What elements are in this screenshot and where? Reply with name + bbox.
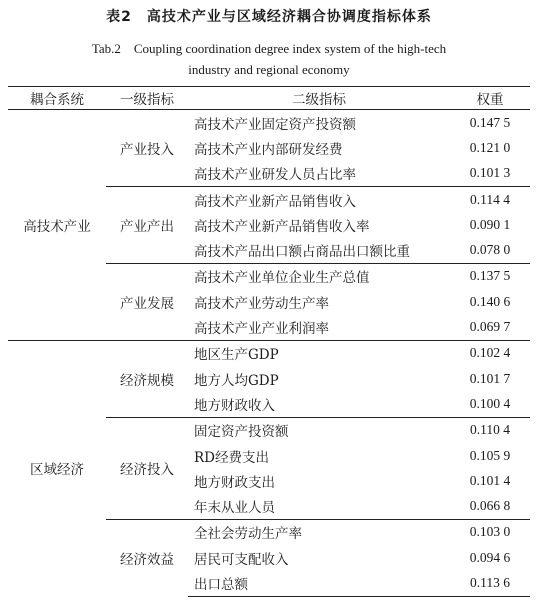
header-system: 耦合系统 [8, 87, 106, 110]
weight-cell: 0.069 7 [469, 319, 511, 335]
index-system-table [8, 86, 530, 597]
weight-cell: 0.100 4 [469, 395, 511, 411]
weight-cell: 0.140 6 [469, 293, 511, 309]
header-secondary: 二级指标 [188, 87, 450, 110]
secondary-indicator-cell: 固定资产投资额 [188, 417, 450, 443]
secondary-indicator-cell: 高技术产业新产品销售收入 [188, 186, 450, 212]
weight-cell: 0.102 4 [450, 340, 530, 366]
primary-indicator-cell: 产业发展 [106, 263, 188, 340]
secondary-indicator-cell: 高技术产品出口额占商品出口额比重 [194, 244, 410, 261]
table-row [8, 110, 530, 136]
weight-cell: 0.066 8 [469, 498, 511, 514]
secondary-indicator-cell: 高技术产业产业利润率 [194, 321, 329, 338]
weight-cell: 0.103 0 [450, 519, 530, 545]
primary-indicator-cell: 产业产出 [106, 186, 188, 263]
weight-cell: 0.105 9 [469, 447, 511, 463]
coupling-system-cell: 高技术产业 [8, 110, 106, 341]
table-row [8, 340, 530, 366]
weight-cell: 0.114 4 [450, 186, 530, 212]
weight-cell: 0.078 0 [469, 242, 511, 258]
weight-cell: 0.101 7 [469, 370, 511, 386]
secondary-indicator-cell: 高技术产业劳动生产率 [194, 295, 329, 312]
table-body [8, 110, 530, 597]
secondary-indicator-cell: 高技术产业固定资产投资额 [188, 110, 450, 136]
weight-cell: 0.147 5 [450, 110, 530, 136]
primary-indicator-cell: 经济效益 [106, 519, 188, 596]
weight-cell: 0.094 6 [469, 549, 511, 565]
table-title-en-line2: industry and regional economy [188, 62, 350, 77]
secondary-indicator-cell: 高技术产业研发人员占比率 [194, 167, 356, 184]
table-title-cn: 表2 高技术产业与区域经济耦合协调度指标体系 [106, 9, 432, 25]
weight-cell: 0.101 3 [469, 165, 511, 181]
primary-indicator-cell: 产业投入 [106, 110, 188, 187]
weight-cell: 0.121 0 [469, 139, 511, 155]
coupling-system-cell: 区域经济 [8, 340, 106, 596]
weight-cell: 0.113 6 [450, 570, 530, 596]
secondary-indicator-cell: 地方财政收入 [194, 397, 275, 414]
secondary-indicator-cell: 高技术产业新产品销售收入率 [194, 218, 370, 235]
secondary-indicator-cell: 全社会劳动生产率 [188, 519, 450, 545]
primary-indicator-cell: 经济投入 [106, 417, 188, 519]
secondary-indicator-cell: 地方人均GDP [194, 372, 279, 389]
primary-indicator-cell: 经济规模 [106, 340, 188, 417]
secondary-indicator-cell: 出口总额 [188, 570, 450, 596]
secondary-indicator-cell: 居民可支配收入 [194, 551, 289, 568]
secondary-indicator-cell: RD经费支出 [194, 449, 269, 466]
secondary-indicator-cell: 地方财政支出 [194, 474, 275, 491]
secondary-indicator-cell: 地区生产GDP [188, 340, 450, 366]
secondary-indicator-cell: 高技术产业内部研发经费 [194, 141, 343, 158]
weight-cell: 0.110 4 [450, 417, 530, 443]
header-weight: 权重 [450, 87, 530, 110]
weight-cell: 0.090 1 [469, 216, 511, 232]
weight-cell: 0.101 4 [469, 472, 511, 488]
weight-cell: 0.137 5 [450, 263, 530, 289]
secondary-indicator-cell: 年末从业人员 [194, 500, 275, 517]
header-primary: 一级指标 [106, 87, 188, 110]
table-title-en-line1: Tab.2 Coupling coordination degree index system of the high-tech [91, 41, 447, 56]
table-header-row [8, 87, 530, 110]
secondary-indicator-cell: 高技术产业单位企业生产总值 [188, 263, 450, 289]
